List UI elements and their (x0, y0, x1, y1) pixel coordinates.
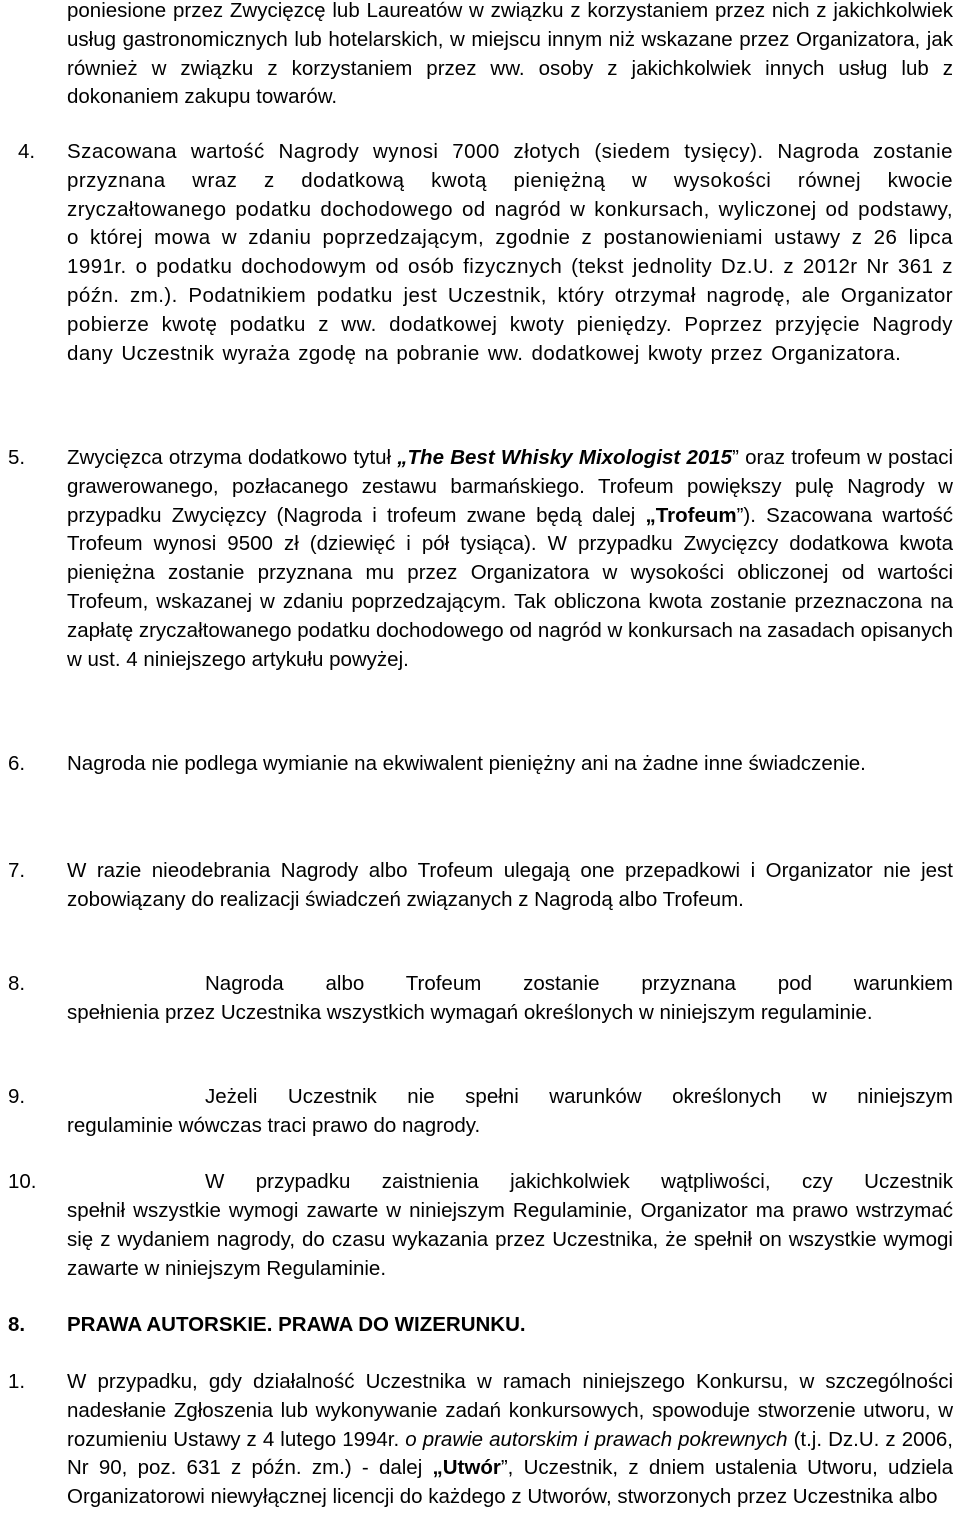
item-number: 5. (8, 446, 26, 469)
item-number: 8. (8, 972, 26, 995)
item-9-rest: regulaminie wówczas traci prawo do nagrody. (67, 1114, 481, 1137)
item-5-rest: ”). Szacowana wartość Trofeum wynosi 9500 zł (dziewięć i pół tysiąca). W przypadku Zwycięzcy dodatkowa kwota pieniężna zostanie przyznana mu przez Organizatora w wysokości obliczonej od wartości Trofeum, wskazanej w zdaniu poprzedzającym. Tak obliczona kwota zostanie przeznaczona na zapłatę zryczałtowanego podatku dochodowego od nagród w konkursach na zasadach opisanych w ust. 4 niniejszego artykułu powyżej. (67, 503, 953, 671)
item-4-text-a: Szacowana wartość Nagrody wynosi 7000 złotych (siedem tysięcy). (67, 140, 764, 163)
item-number: 10. (8, 1170, 37, 1193)
item-8-first-line: Nagroda albo Trofeum zostanie przyznana pod warunkiem (205, 972, 953, 995)
section-item-1-paragraph (67, 1368, 953, 1512)
item-4-paragraph (67, 138, 953, 368)
item-5-post-title: ” oraz trofeum w postaci grawerowanego, pozłacanego zestawu barmańskiego. Trofeum powiększy pulę Nagrody w przypadku Zwycięzcy (Nagroda i trofeum zwane będą dalej (67, 446, 953, 527)
item-number: 7. (8, 859, 26, 882)
item-10-rest: spełnił wszystkie wymogi zawarte w niniejszym Regulaminie, Organizator ma prawo wstrzymać się z wydaniem nagrody, do czasu wykazania przez Uczestnika, że spełnił on wszystkie wymogi zawarte w niniejszym Regulaminie. (67, 1199, 953, 1280)
item-number: 9. (8, 1085, 26, 1108)
item-5-paragraph (67, 444, 953, 674)
section-item-number: 1. (8, 1370, 26, 1393)
item-4-text-b: Nagroda zostanie przyznana wraz z dodatkową kwotą pieniężną w wysokości równej kwocie zryczałtowanego podatku dochodowego od nagród w konkursach, wyliczonej od podstawy, o której mowa w zdaniu poprzedzającym, zgodnie z postanowieniami ustawy z 26 lipca 1991r. o podatku dochodowym od osób fizycznych (tekst jednolity Dz.U. z 2012r Nr 361 z późn. zm.). Podatnikiem podatku jest Uczestnik, który otrzymał nagrodę, ale Organizator pobierze kwotę podatku z ww. dodatkowej kwoty pieniędzy. Poprzez przyjęcie Nagrody dany Uczestnik wyraża zgodę na pobranie ww. dodatkowej kwoty przez Organizatora. (67, 140, 953, 365)
item-6-paragraph: Nagroda nie podlega wymianie na ekwiwalent pieniężny ani na żadne inne świadczenie. (67, 752, 866, 775)
section-title: PRAWA AUTORSKIE. PRAWA DO WIZERUNKU. (67, 1313, 526, 1336)
section-item-1-text-c: ”, Uczestnik, z dniem ustalenia Utworu, udziela Organizatorowi niewyłącznej licencji do każdego z Utworów, stworzonych przez Uczestnika albo (67, 1456, 953, 1509)
section-number: 8. (8, 1313, 26, 1336)
item-5-pre-title: Zwycięzca otrzyma dodatkowo tytuł (67, 446, 398, 469)
item-number: 6. (8, 752, 26, 775)
award-title: „The Best Whisky Mixologist 2015 (397, 446, 733, 469)
section-item-1-text-b: (t.j. Dz.U. z 2006, Nr 90, poz. 631 z późn. zm.) - dalej (67, 1427, 953, 1480)
law-title: o prawie autorskim i prawach pokrewnych (405, 1427, 788, 1451)
utwor-term: „Utwór (432, 1456, 501, 1480)
section-item-1-text-a: W przypadku, gdy działalność Uczestnika w ramach niniejszego Konkursu, w szczególności nadesłanie Zgłoszenia lub wykonywanie zadań konkursowych, spowoduje stworzenie utworu, w rozumieniu Ustawy z 4 lutego 1994r. (67, 1370, 953, 1451)
item-8-rest: spełnienia przez Uczestnika wszystkich wymagań określonych w niniejszym regulaminie. (67, 1001, 873, 1024)
continuation-paragraph: poniesione przez Zwycięzcę lub Laureatów w związku z korzystaniem przez nich z jakichkolwiek usług gastronomicznych lub hotelarskich, w miejscu innym niż wskazane przez Organizatora, jak również w związku z korzystaniem przez ww. osoby z jakichkolwiek innych usług lub z dokonaniem zakupu towarów. (67, 0, 953, 109)
item-9-first-line: Jeżeli Uczestnik nie spełni warunków określonych w niniejszym (205, 1085, 953, 1108)
item-7-paragraph: W razie nieodebrania Nagrody albo Trofeum ulegają one przepadkowi i Organizator nie jest zobowiązany do realizacji świadczeń związanych z Nagrodą albo Trofeum. (67, 859, 953, 911)
item-10-first-line: W przypadku zaistnienia jakichkolwiek wątpliwości, czy Uczestnik (205, 1170, 953, 1193)
trofeum-term: „Trofeum (645, 503, 737, 527)
item-number: 4. (18, 140, 36, 163)
